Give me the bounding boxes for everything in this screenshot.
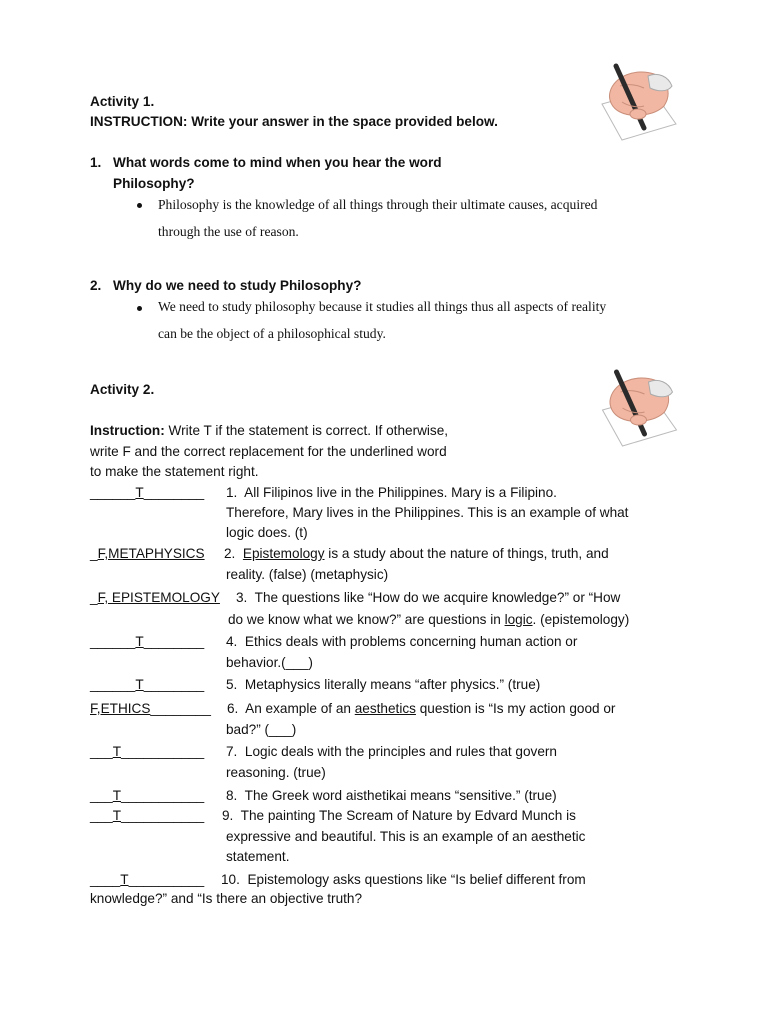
statement-cont: reality. (false) (metaphysic) (226, 567, 389, 582)
answer-2-line1: We need to study philosophy because it studies all things thus all aspects of reality (158, 299, 607, 314)
statement: 4. Ethics deals with problems concerning human action or (226, 634, 578, 649)
activity2-instruction-line3: to make the statement right. (90, 464, 259, 479)
answer-value: T (112, 808, 121, 823)
answer-value: T (135, 485, 144, 500)
answer-value: F,ETHICS (90, 701, 151, 716)
statement-cont: logic does. (t) (226, 525, 308, 540)
answer-value: F,METAPHYSICS (97, 546, 205, 561)
activity1-instruction: INSTRUCTION: Write your answer in the space provided below. (90, 114, 498, 129)
answer-value: T (120, 872, 129, 887)
activity2-title: Activity 2. (90, 382, 155, 397)
statement-cont: reasoning. (true) (226, 765, 326, 780)
statement-cont: expressive and beautiful. This is an example of an aesthetic (226, 829, 586, 844)
bullet (137, 203, 142, 208)
answer-blank: ___T___________ (90, 808, 205, 823)
activity2-instruction (90, 421, 448, 441)
answer-value: T (135, 634, 144, 649)
activity1-title: Activity 1. (90, 94, 155, 109)
answer-value: T (112, 788, 121, 803)
statement: 5. Metaphysics literally means “after physics.” (true) (226, 677, 541, 692)
question-2-text: Why do we need to study Philosophy? (113, 278, 362, 293)
answer-blank: ____T__________ (90, 872, 205, 887)
answer-blank: ______T________ (90, 485, 205, 500)
answer-value: T (112, 744, 121, 759)
answer-value: F, EPISTEMOLOGY (97, 590, 220, 605)
statement-cont: knowledge?” and “Is there an objective truth? (90, 891, 363, 906)
instruction-label: Instruction: (90, 423, 165, 438)
statement: 2. Epistemology is a study about the nature of things, truth, and (224, 546, 609, 561)
statement: 8. The Greek word aisthetikai means “sensitive.” (true) (226, 788, 557, 803)
statement: 1. All Filipinos live in the Philippines. Mary is a Filipino. (226, 485, 557, 500)
answer-blank: ___T___________ (90, 788, 205, 803)
underlined-word: Epistemology (242, 546, 325, 561)
answer-blank: _F,METAPHYSICS (90, 546, 205, 561)
question-1-text-cont: Philosophy? (113, 176, 195, 191)
writing-hand-icon (592, 62, 682, 142)
writing-hand-icon (590, 368, 685, 448)
statement-cont: Therefore, Mary lives in the Philippines. This is an example of what (226, 505, 629, 520)
answer-1-line1: Philosophy is the knowledge of all things through their ultimate causes, acquired (158, 197, 598, 212)
statement-cont: do we know what we know?” are questions in logic. (epistemology) (228, 612, 630, 627)
statement: 9. The painting The Scream of Nature by Edvard Munch is (222, 808, 576, 823)
answer-value: T (135, 677, 144, 692)
answer-blank: _F, EPISTEMOLOGY (90, 590, 220, 605)
answer-blank: ______T________ (90, 677, 205, 692)
underlined-word: logic (504, 612, 533, 627)
instruction-text: Write T if the statement is correct. If otherwise, (164, 423, 449, 438)
statement: 10. Epistemology asks questions like “Is belief different from (221, 872, 586, 887)
answer-blank: ___T___________ (90, 744, 205, 759)
bullet (137, 306, 142, 311)
statement: 3. The questions like “How do we acquire knowledge?” or “How (236, 590, 621, 605)
answer-1-line2: through the use of reason. (158, 224, 299, 239)
statement: 7. Logic deals with the principles and rules that govern (226, 744, 557, 759)
question-number: 2. (90, 278, 102, 293)
question-number: 1. (90, 155, 102, 170)
activity2-instruction-line2: write F and the correct replacement for the underlined word (90, 444, 447, 459)
answer-blank: ______T________ (90, 634, 205, 649)
answer-2-line2: can be the object of a philosophical study. (158, 326, 386, 341)
statement-cont: bad?” (___) (226, 722, 297, 737)
statement-cont: statement. (226, 849, 290, 864)
statement-cont: behavior.(___) (226, 655, 313, 670)
underlined-word: aesthetics (354, 701, 416, 716)
question-1-text: What words come to mind when you hear the word (113, 155, 442, 170)
answer-blank: F,ETHICS________ (90, 701, 211, 716)
statement: 6. An example of an aesthetics question is “Is my action good or (227, 701, 616, 716)
